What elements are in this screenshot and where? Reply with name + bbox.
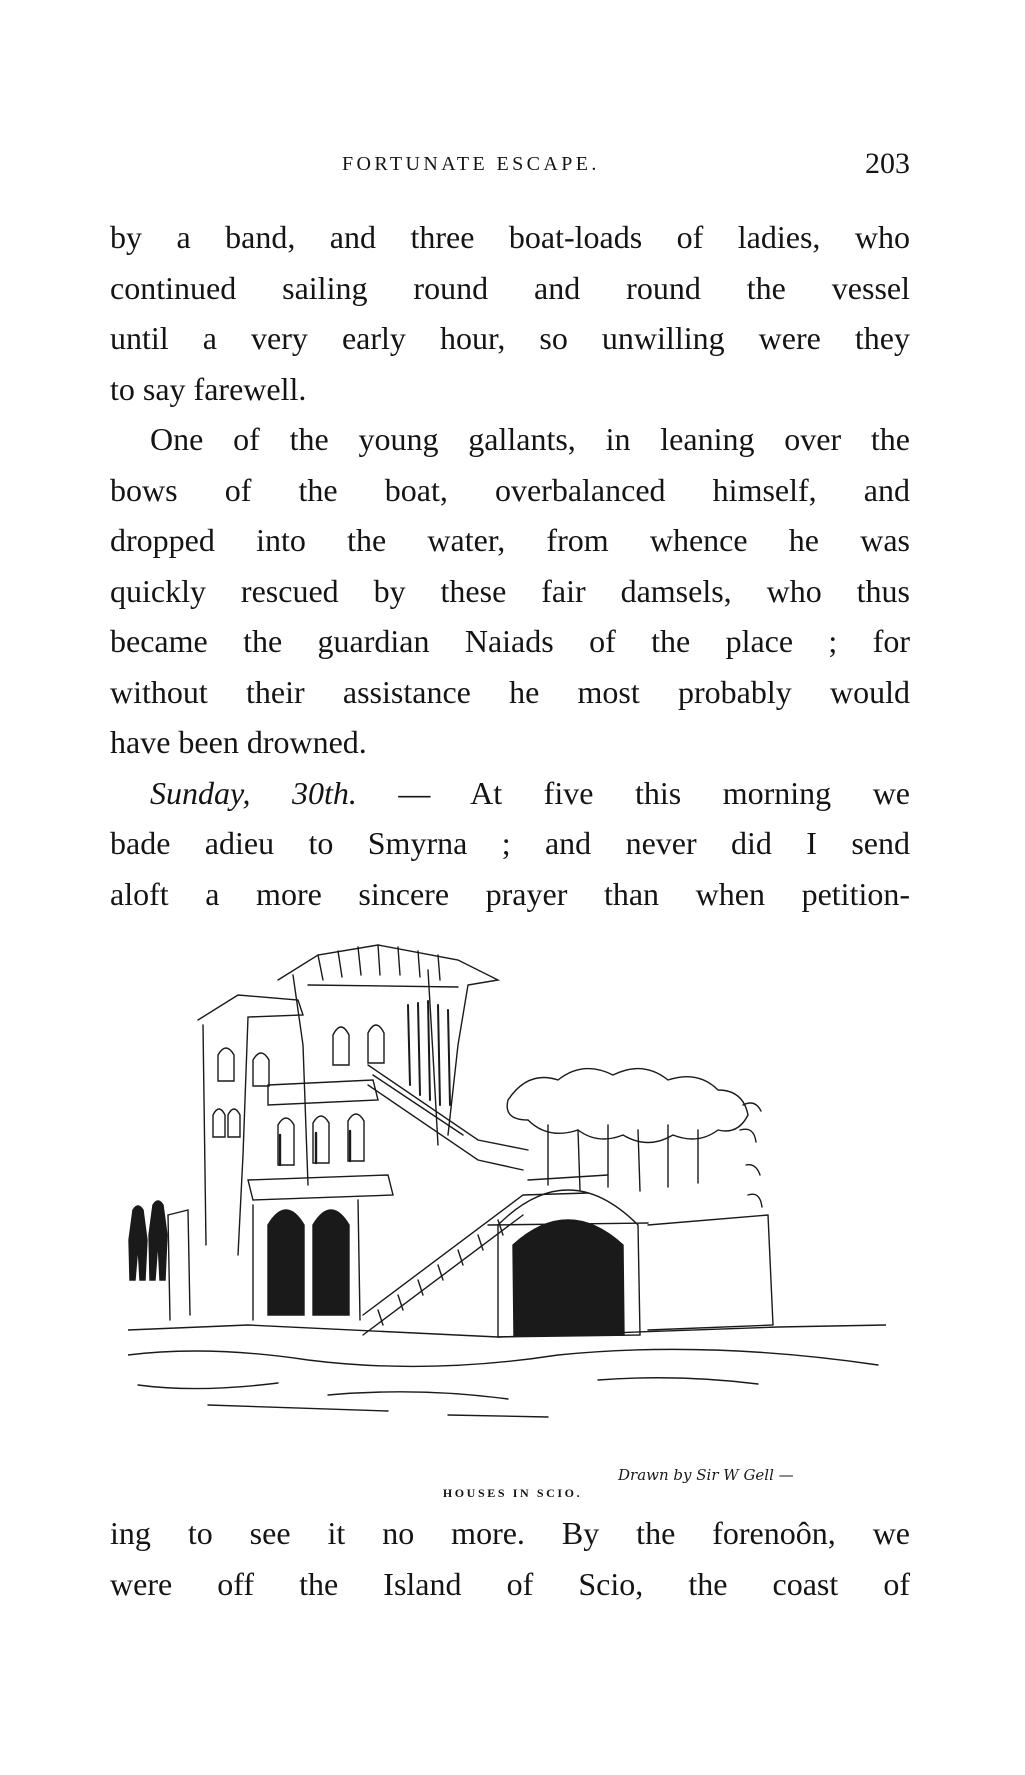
date-line-text: — At five this morning we — [398, 774, 911, 811]
text-line-dated — [110, 768, 910, 819]
text-line: One of the young gallants, in leaning over the — [150, 421, 910, 457]
text-line: to say farewell. — [110, 370, 307, 407]
garden-trees — [507, 1069, 762, 1207]
date-heading: Sunday, 30th. — [150, 774, 357, 811]
text-line: bade adieu to Smyrna ; and never did I send — [110, 825, 910, 861]
text-line: continued sailing round and round the vessel — [110, 269, 910, 306]
foreground-ground — [128, 1325, 886, 1417]
text-line: by a band, and three boat-loads of ladies, who — [110, 219, 910, 255]
text-line: ing to see it no more. By the forenoôn, we — [110, 1515, 910, 1551]
tower-building — [278, 945, 498, 1185]
engraving-drawing — [128, 925, 886, 1505]
text-line: became the guardian Naiads of the place ; for — [110, 623, 910, 659]
illustration-houses-in-scio — [128, 925, 886, 1505]
text-line: aloft a more sincere prayer than when petition- — [110, 875, 910, 912]
text-line: without their assistance he most probably would — [110, 673, 910, 710]
arched-portico — [168, 1175, 393, 1320]
page-number: 203 — [865, 147, 910, 180]
illustration-caption: HOUSES IN SCIO. — [442, 1486, 583, 1500]
artist-credit: Drawn by Sir W Gell — — [618, 1466, 794, 1484]
text-line: have been drowned. — [110, 724, 367, 760]
garden-gate — [488, 1175, 773, 1337]
text-line: quickly rescued by these fair damsels, who thus — [110, 572, 910, 609]
text-line: were off the Island of Scio, the coast of — [110, 1565, 910, 1602]
text-line: bows of the boat, overbalanced himself, and — [110, 471, 910, 508]
text-line: dropped into the water, from whence he was — [110, 522, 910, 558]
body-text-bottom — [110, 1508, 910, 1609]
running-head — [110, 147, 910, 187]
running-title: FORTUNATE ESCAPE. — [342, 153, 600, 175]
figures — [129, 1201, 167, 1280]
text-line: until a very early hour, so unwilling were they — [110, 320, 910, 356]
body-text-top — [110, 212, 910, 919]
